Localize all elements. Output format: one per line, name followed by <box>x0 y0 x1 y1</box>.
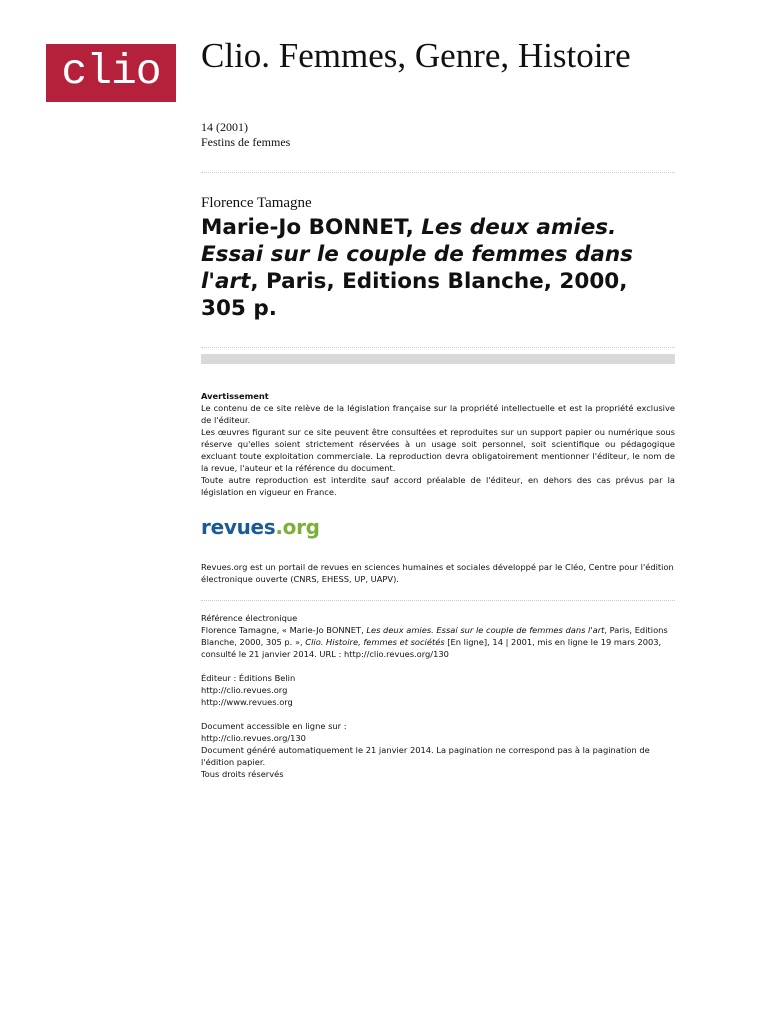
divider <box>201 172 675 173</box>
document-link[interactable]: http://clio.revues.org/130 <box>201 733 306 743</box>
publisher-link[interactable]: http://www.revues.org <box>201 697 293 707</box>
revues-logo-suffix: .org <box>275 515 320 539</box>
article-title-part2: , Paris, Editions Blanche, 2000, 305 p. <box>201 269 628 321</box>
warning-section <box>201 390 675 498</box>
citation-text: Florence Tamagne, « Marie-Jo BONNET, <box>201 625 367 635</box>
divider <box>201 347 675 348</box>
rights-text: Tous droits réservés <box>201 769 284 779</box>
article-author: Florence Tamagne <box>201 195 312 211</box>
article-title-italic: Les deux amies. Essai sur le couple de femmes dans l'art <box>201 215 633 294</box>
issue-number: 14 (2001) <box>201 120 248 134</box>
warning-heading: Avertissement <box>201 391 269 401</box>
divider <box>201 600 675 601</box>
publisher-label: Éditeur : Éditions Belin <box>201 673 296 683</box>
citation-italic: Clio. Histoire, femmes et sociétés <box>305 637 445 647</box>
reference-label: Référence électronique <box>201 613 298 623</box>
portal-text: Revues.org est un portail de revues en sciences humaines et sociales développé par le Cléo, Centre pour l'édition électronique ouverte (CNRS, EHESS, UP, UAPV). <box>201 562 674 584</box>
issue-theme: Festins de femmes <box>201 135 291 149</box>
article-title-part1: Marie-Jo BONNET, <box>201 215 422 240</box>
revues-logo <box>201 515 320 539</box>
gray-bar <box>201 354 675 364</box>
citation-text: [En ligne], 14 | 2001, mis en ligne le 19 mars 2003, consulté le 21 janvier 2014. URL : http://clio.revues.org/130 <box>201 637 662 659</box>
clio-logo-text: clio <box>61 46 161 96</box>
article-title <box>201 214 675 322</box>
generated-note: Document généré automatiquement le 21 janvier 2014. La pagination ne correspond pas à la pagination de l'édition papier. <box>201 745 650 767</box>
reference-citation <box>201 624 675 660</box>
publisher-link[interactable]: http://clio.revues.org <box>201 685 288 695</box>
clio-logo <box>46 44 176 102</box>
citation-italic: Les deux amies. Essai sur le couple de femmes dans l'art <box>366 625 605 635</box>
issue-info <box>201 120 675 150</box>
warning-paragraph: Les œuvres figurant sur ce site peuvent être consultées et reproduites sur un support papier ou numérique sous réserve qu'elles soient strictement réservées à un usage soit personnel, soit scientifique ou pédagogique excluant toute exploitation commerciale. La reproduction devra obligatoirement mentionner l'éditeur, le nom de la revue, l'auteur et la référence du document. <box>201 427 675 473</box>
warning-paragraph: Toute autre reproduction est interdite sauf accord préalable de l'éditeur, en dehors des cas prévus par la législation en vigueur en France. <box>201 475 675 497</box>
warning-paragraph: Le contenu de ce site relève de la législation française sur la propriété intellectuelle et est la propriété exclusive de l'éditeur. <box>201 403 675 425</box>
citation-text: , Paris, Editions Blanche, 2000, 305 p. », <box>201 625 668 647</box>
accessible-label: Document accessible en ligne sur : <box>201 721 347 731</box>
portal-description <box>201 561 675 585</box>
revues-logo-name: revues <box>201 515 276 539</box>
reference-section <box>201 612 675 780</box>
journal-title: Clio. Femmes, Genre, Histoire <box>201 36 631 75</box>
